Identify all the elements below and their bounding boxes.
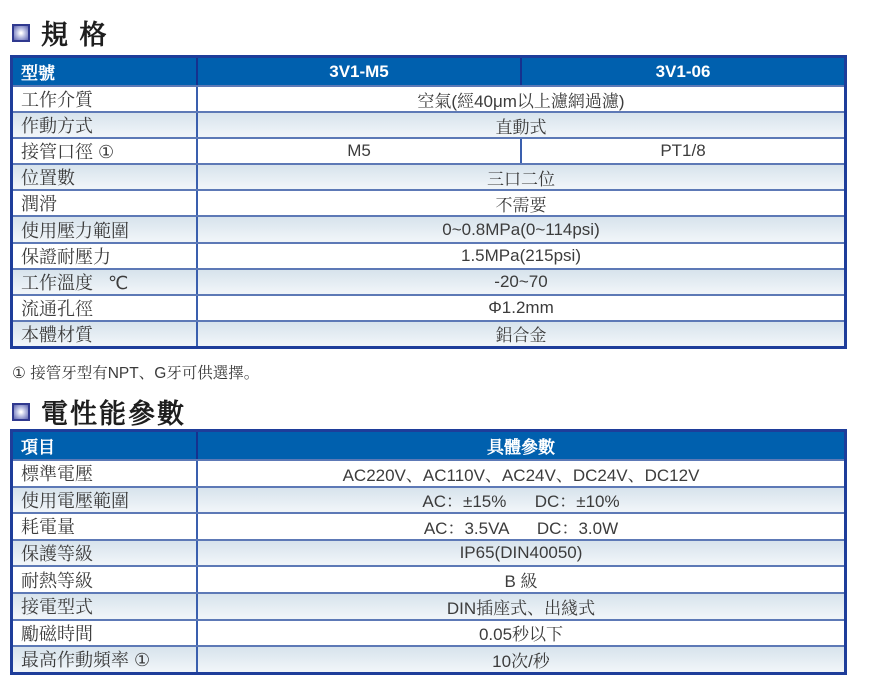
spec-section-title [12,13,109,52]
row-label: 位置數 [13,165,198,189]
row-value: 10次/秒 [492,651,550,671]
row-label: 工作溫度 ℃ [13,270,198,294]
row-value: 0.05秒以下 [478,625,564,645]
row-value: 直動式 [495,117,547,137]
electrical-row-protection-class [13,539,844,566]
spec-row-positions [13,163,844,189]
row-value: 0~0.8MPa(0~114psi) [442,219,600,239]
spec-row-port-size [13,137,844,163]
row-label: 最高作動頻率 ① [13,647,198,672]
spec-row-body-material [13,320,844,346]
electrical-row-standard-voltage [13,459,844,486]
row-value: 三口二位 [487,169,555,189]
header-model-3v1-06: 3V1-06 [520,58,844,85]
row-label: 耐熱等級 [13,567,198,592]
spec-table-header-row [13,58,844,85]
section-title-text: 規 格 [41,20,109,50]
row-value: -20~70 [494,271,548,291]
row-value: 鋁合金 [495,326,547,346]
section-title-text: 電性能參數 [41,399,186,429]
thread-type-footnote: ① 接管牙型有NPT、G牙可供選擇。 [12,365,260,382]
row-value: 不需要 [495,195,547,215]
row-value: IP65(DIN40050) [459,543,583,563]
row-label: 使用壓力範圍 [13,217,198,241]
electrical-row-excitation-time [13,619,844,646]
spec-row-proof-pressure [13,242,844,268]
row-label: 標準電壓 [13,461,198,486]
electrical-row-voltage-range [13,486,844,513]
row-label: 工作介質 [13,87,198,111]
electrical-table-header-row [13,432,844,459]
spec-table [10,55,847,349]
row-value: DIN插座式、出綫式 [446,598,596,618]
header-item-label: 項目 [13,432,198,459]
header-parameters-label: 具體參數 [487,438,555,457]
electrical-row-heat-class [13,565,844,592]
spec-row-actuation [13,111,844,137]
row-value: AC：±15% DC：±10% [422,492,620,512]
row-value: 空氣(經40μm以上濾網過濾) [417,91,625,111]
row-label: 本體材質 [13,322,198,346]
section-bullet-icon [12,24,30,42]
row-label: 保護等級 [13,541,198,566]
row-value: 1.5MPa(215psi) [460,245,581,265]
electrical-row-power-consumption [13,512,844,539]
row-label: 流通孔徑 [13,296,198,320]
row-label: 勵磁時間 [13,621,198,646]
row-value: B 級 [504,572,538,592]
header-model-3v1-m5: 3V1-M5 [329,61,389,81]
electrical-row-max-frequency [13,645,844,672]
row-value: Φ1.2mm [488,297,554,317]
row-label: 潤滑 [13,191,198,215]
row-label: 耗電量 [13,514,198,539]
spec-row-medium [13,85,844,111]
spec-row-orifice [13,294,844,320]
row-label: 使用電壓範圍 [13,488,198,513]
row-value: AC：3.5VA DC：3.0W [423,518,619,538]
spec-row-temperature [13,268,844,294]
spec-row-lubrication [13,189,844,215]
row-value-m5: M5 [347,141,371,161]
electrical-row-connection-type [13,592,844,619]
section-bullet-icon [12,403,30,421]
row-label: 接管口徑 ① [13,139,198,163]
row-value: AC220V、AC110V、AC24V、DC24V、DC12V [342,465,700,485]
header-model-label: 型號 [13,58,198,85]
row-label: 接電型式 [13,594,198,619]
row-value-pt18: PT1/8 [520,139,844,163]
electrical-section-title [12,392,186,431]
spec-row-pressure-range [13,215,844,241]
row-label: 保證耐壓力 [13,244,198,268]
electrical-table [10,429,847,675]
row-label: 作動方式 [13,113,198,137]
